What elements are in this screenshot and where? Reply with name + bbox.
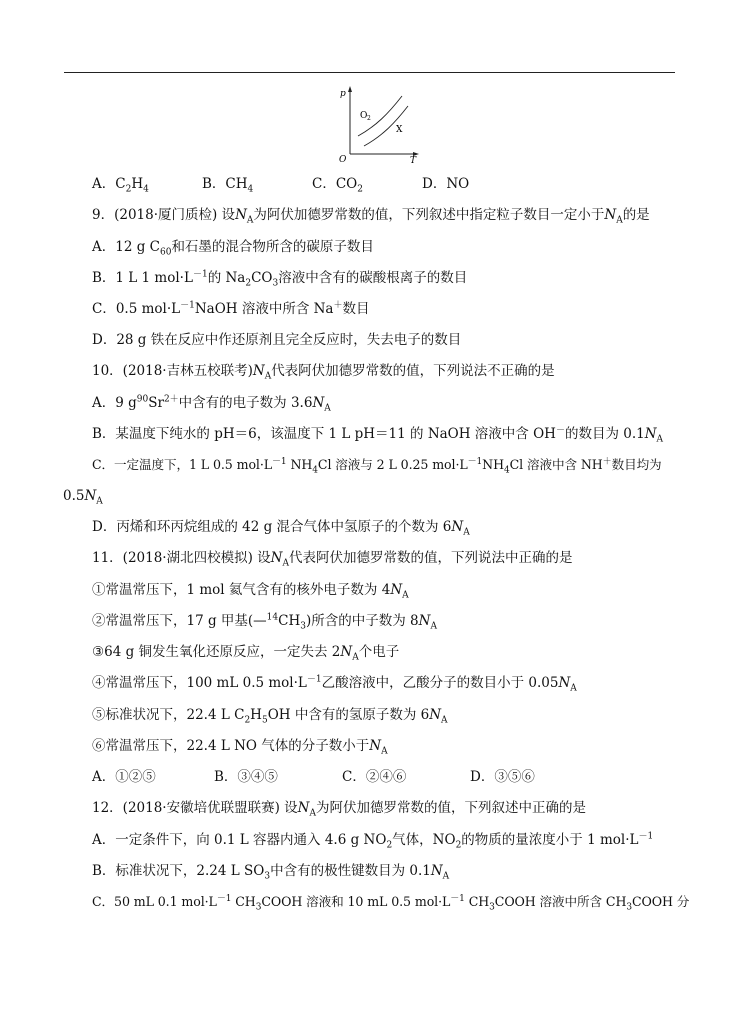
q11-option-c: C．②④⑥: [342, 769, 407, 785]
x-axis-label: T: [410, 156, 417, 164]
avogadro-subscript: A: [656, 434, 664, 445]
q8-option-b: B．$CH_4$: [202, 176, 254, 195]
q11-statement-1: ①常温常压下，1 mol 氦气含有的核外电子数为 $4N_A$: [92, 582, 409, 601]
curve-o2-label-sub: 2: [367, 115, 371, 122]
avogadro-subscript: A: [463, 527, 470, 538]
q10-option-c: C．一定温度下，1 L 0.5 $mol\cdot L^{-1}$ $NH_4Cl$ 溶液与 2 L 0.25 $mol\cdot L^{-1}NH_4Cl$ 溶液中含 NH＋数目均为: [92, 456, 662, 476]
q8-options: [92, 175, 469, 193]
avogadro-subscript: A: [381, 746, 388, 757]
q8-option-a: A．$C_2H_4$: [92, 176, 149, 195]
q11-stem: 11．(2018·湖北四校模拟) 设$N_A$代表阿伏加德罗常数的值，下列说法中正确的是: [92, 550, 573, 569]
q11-statement-6: ⑥常温常压下，22.4 L NO 气体的分子数小于$N_A$: [92, 738, 388, 757]
q11-statement-4: ④常温常压下，100 mL 0.5 $mol\cdot L^{-1}$乙酸溶液中，乙酸分子的数目小于 $0.05N_A$: [92, 674, 577, 694]
q10-option-c-cont: $0.5N_A$: [63, 488, 103, 507]
avogadro-subscript: A: [570, 683, 577, 694]
avogadro-symbol: N: [430, 863, 443, 879]
avogadro-symbol: N: [270, 550, 283, 566]
avogadro-subscript: A: [96, 496, 103, 507]
avogadro-symbol: N: [558, 675, 571, 691]
avogadro-subscript: A: [430, 621, 437, 632]
q11-statement-3: ③64 g 铜发生氧化还原反应，一定失去 $2N_A$个电子: [92, 644, 400, 663]
avogadro-subscript: A: [264, 371, 272, 382]
avogadro-symbol: N: [312, 395, 325, 411]
avogadro-symbol: N: [604, 207, 617, 223]
avogadro-subscript: A: [309, 808, 316, 819]
avogadro-symbol: N: [340, 644, 353, 660]
q8-option-d: D．NO: [422, 176, 470, 192]
q9-option-d: D．28 g 铁在反应中作还原剂且完全反应时，失去电子的数目: [92, 332, 462, 348]
avogadro-symbol: N: [369, 738, 382, 754]
q11-statement-5: ⑤标准状况下，22.4 L $C_2H_5OH$ 中含有的氢原子数为 $6N_A$: [92, 707, 448, 726]
header-rule: [64, 72, 675, 73]
avogadro-symbol: N: [84, 488, 97, 504]
q12-option-c: C．50 mL 0.1 $mol\cdot L^{-1}$ $CH_3COOH$ 溶液和 10 mL 0.5 $mol\cdot L^{-1}$ $CH_3COOH$ 溶液中所含 $CH_3COOH$ 分: [92, 893, 690, 913]
avogadro-subscript: A: [616, 215, 623, 226]
avogadro-symbol: N: [429, 707, 442, 723]
origin-label: O: [339, 155, 347, 164]
y-axis-arrow: [348, 86, 352, 92]
q11-statement-2: ②常温常压下，17 g 甲基$(—^{14}CH_3)$所含的中子数为 $8N_A$: [92, 612, 437, 632]
avogadro-symbol: N: [418, 613, 431, 629]
q9-stem: 9．(2018·厦门质检) 设$N_A$为阿伏加德罗常数的值，下列叙述中指定粒子数目一定小于$N_A$的是: [92, 207, 650, 226]
avogadro-subscript: A: [402, 590, 409, 601]
q10-option-d: D．丙烯和环丙烷组成的 42 g 混合气体中氢原子的个数为 $6N_A$: [92, 519, 470, 538]
curve-o2-label: O: [360, 111, 368, 121]
avogadro-subscript: A: [352, 652, 359, 663]
q12-stem: 12．(2018·安徽培优联盟联赛) 设$N_A$为阿伏加德罗常数的值，下列叙述中正确的是: [92, 800, 586, 819]
q12-option-b: B．标准状况下，2.24 L $SO_3$中含有的极性键数目为 $0.1N_A$: [92, 863, 450, 882]
p-t-diagram: [336, 84, 426, 164]
avogadro-symbol: N: [235, 207, 247, 223]
q11-option-d: D．③⑤⑥: [470, 769, 535, 785]
avogadro-symbol: N: [451, 519, 464, 535]
q11-options: [92, 768, 535, 786]
q8-option-c: C．$CO_2$: [312, 176, 363, 195]
avogadro-subscript: A: [282, 558, 289, 569]
avogadro-symbol: N: [644, 426, 657, 442]
avogadro-symbol: N: [252, 363, 265, 379]
q9-option-a: A．12 g $C_{60}$和石墨的混合物所含的碳原子数目: [92, 239, 374, 258]
q10-option-a: A．9 $g^{90}Sr^{2+}$中含有的电子数为 $3.6N_A$: [92, 394, 331, 414]
y-axis-label: p: [340, 89, 346, 99]
avogadro-subscript: A: [442, 871, 450, 882]
curve-x-label: X: [396, 125, 403, 135]
avogadro-symbol: N: [390, 582, 403, 598]
avogadro-subscript: A: [441, 715, 448, 726]
avogadro-subscript: A: [246, 215, 254, 226]
q10-option-b: B．某温度下纯水的 pH＝6，该温度下 1 L pH＝11 的 NaOH 溶液中含 OH－的数目为 $0.1N_A$: [92, 425, 664, 445]
q9-option-c: C．0.5 $mol\cdot L^{-1}NaOH$ 溶液中所含 Na＋数目: [92, 300, 370, 317]
q11-option-b: B．③④⑤: [214, 769, 278, 785]
avogadro-subscript: A: [324, 403, 331, 414]
avogadro-symbol: N: [297, 800, 310, 816]
q11-option-a: A．①②⑤: [92, 769, 156, 785]
q10-stem: 10．(2018·吉林五校联考)$N_A$代表阿伏加德罗常数的值，下列说法不正确的是: [92, 363, 555, 382]
q12-option-a: A．一定条件下，向 0.1 L 容器内通入 4.6 g $NO_2$气体，$NO_2$的物质的量浓度小于 1 $mol\cdot L^{-1}$: [92, 831, 654, 851]
q9-option-b: B．1 L 1 $mol\cdot L^{-1}$的 $Na_2CO_3$溶液中含有的碳酸根离子的数目: [92, 269, 468, 289]
